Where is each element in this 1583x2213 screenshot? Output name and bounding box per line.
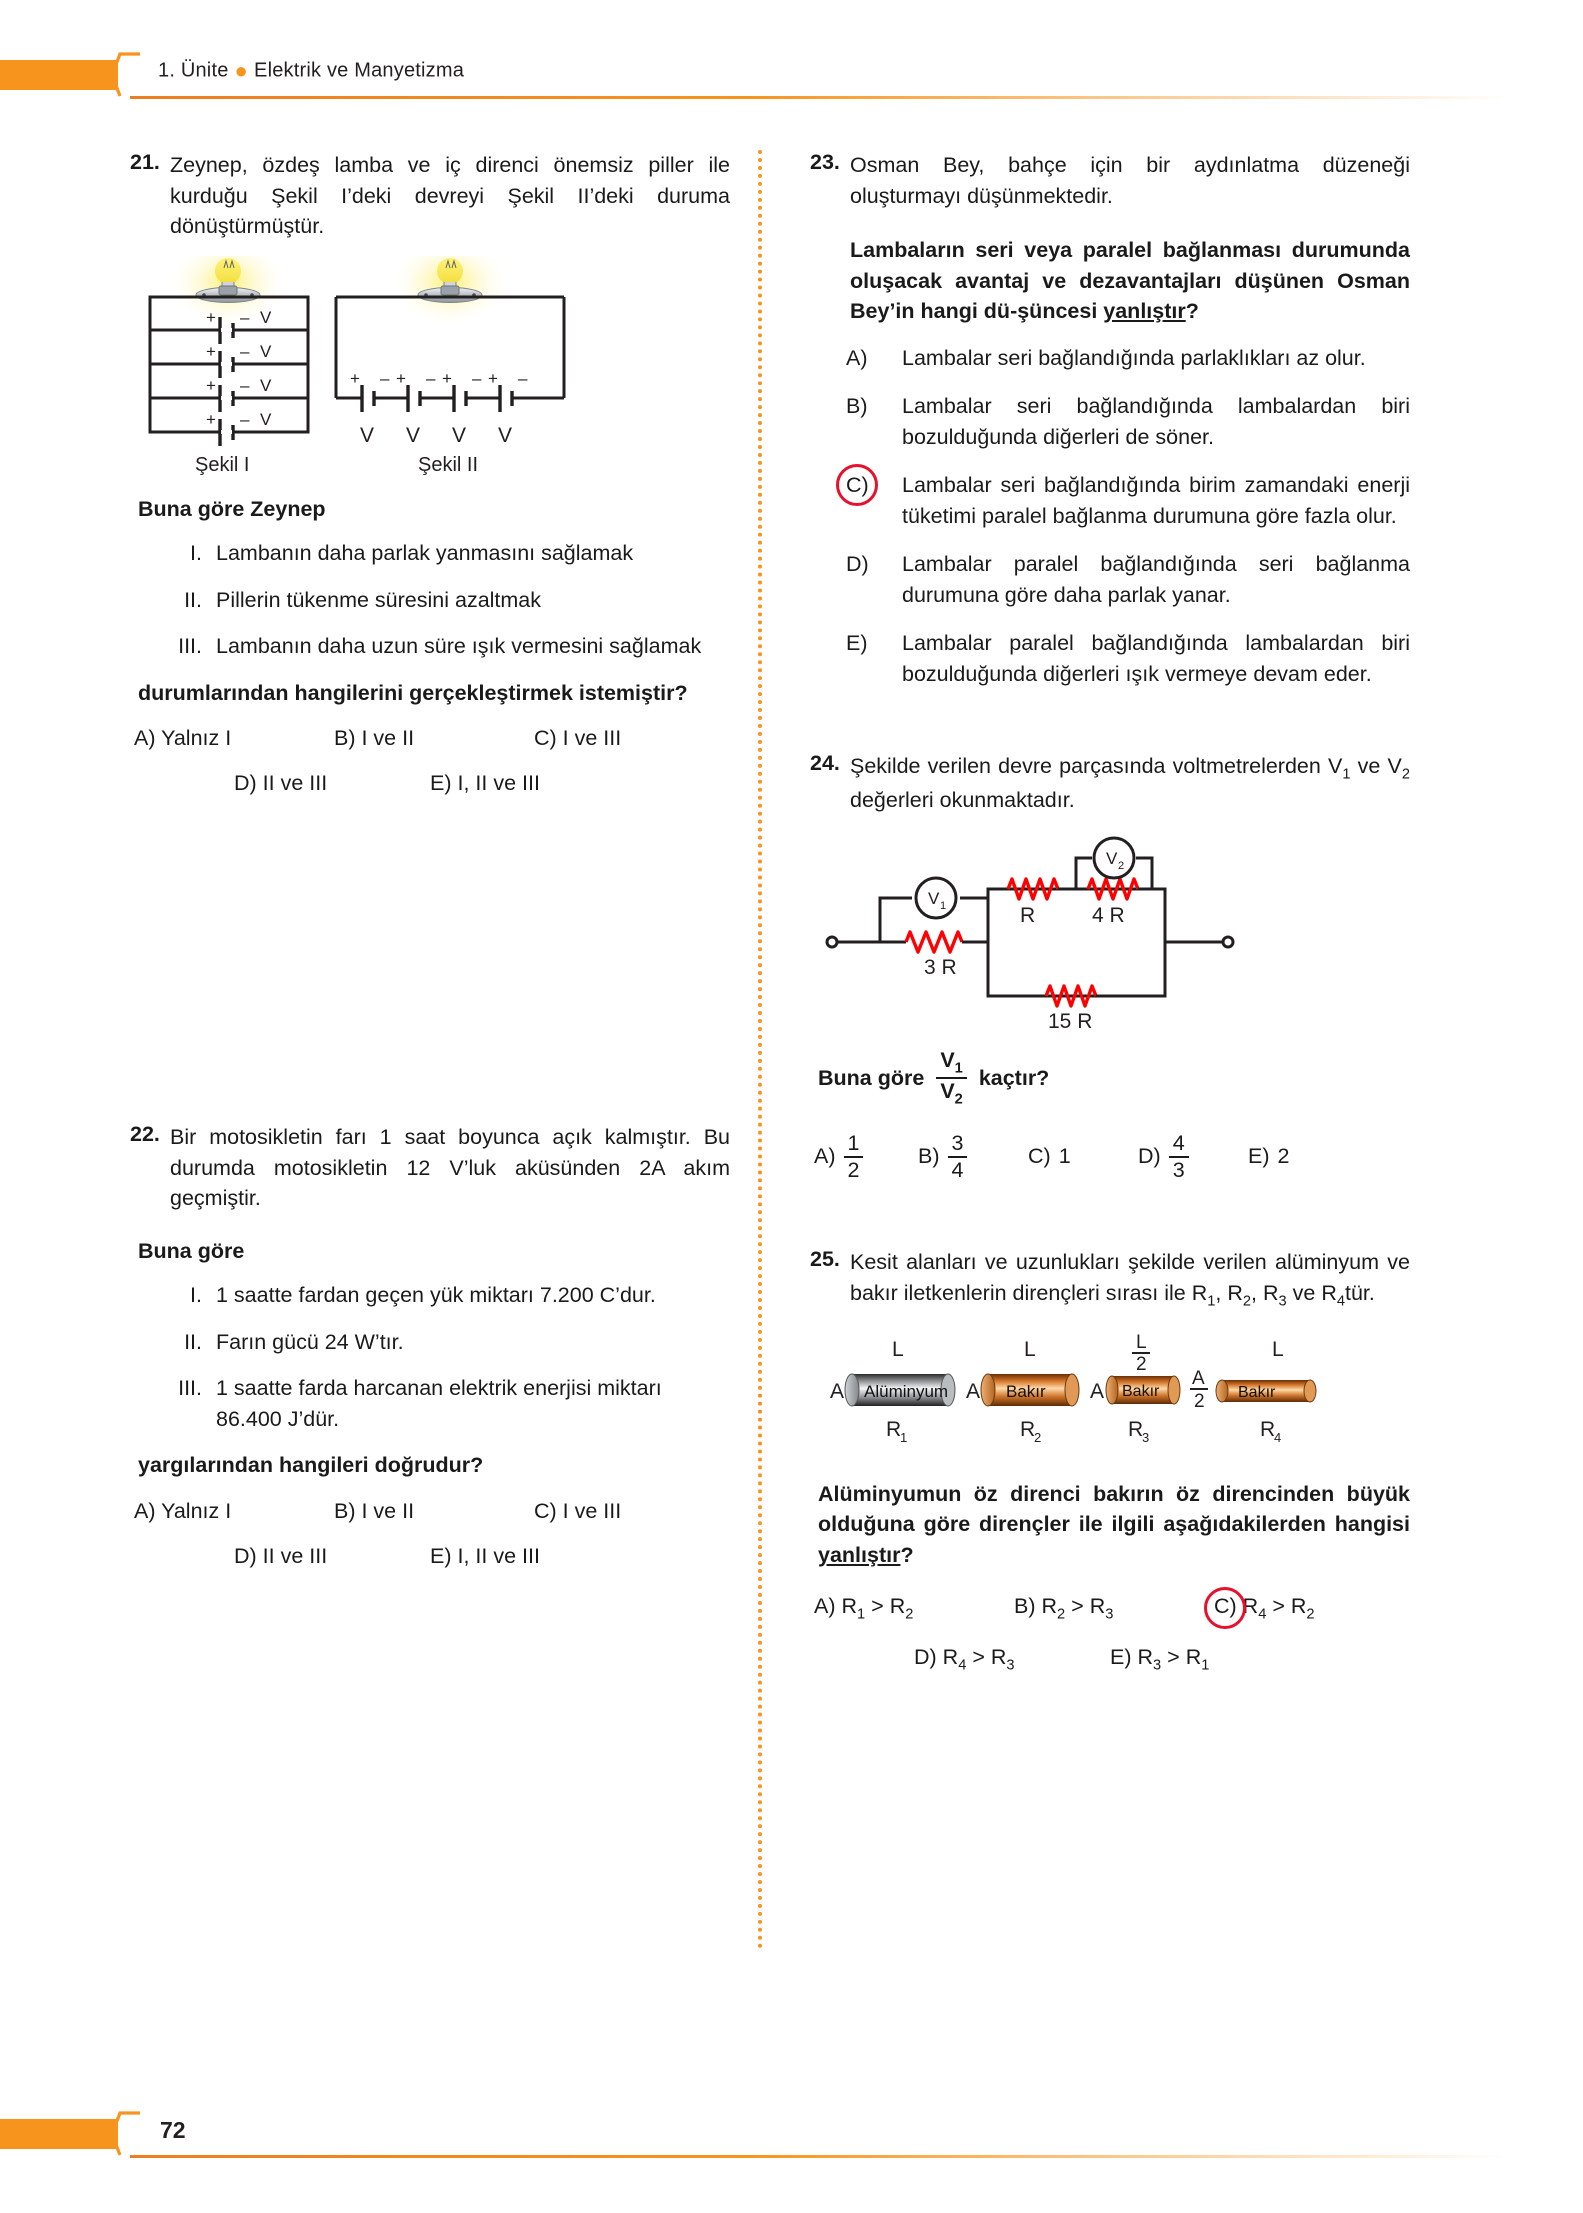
q24-option-e-value: 2 xyxy=(1277,1144,1290,1169)
q23-options xyxy=(846,343,1410,690)
q23-option-d-mark: D) xyxy=(846,552,869,577)
svg-text:–: – xyxy=(380,368,390,388)
header-unit: 1. Ünite xyxy=(158,59,229,82)
svg-text:V: V xyxy=(452,423,467,447)
svg-text:Bakır: Bakır xyxy=(1238,1383,1276,1401)
q22-options-row-1 xyxy=(134,1499,730,1524)
q24-lead-fraction xyxy=(936,1049,966,1108)
q24-circuit-svg xyxy=(820,834,1240,1034)
q24-option-c[interactable] xyxy=(1028,1144,1138,1169)
header-topic: Elektrik ve Manyetizma xyxy=(254,59,465,82)
svg-text:V: V xyxy=(406,423,421,447)
list-item xyxy=(170,538,730,569)
q23-option-a-text: Lambalar seri bağlandığında parlaklıkları az olur. xyxy=(902,345,1366,370)
svg-text:–: – xyxy=(426,368,436,388)
q21-lead: Buna göre Zeynep xyxy=(138,496,326,521)
svg-text:A: A xyxy=(830,1379,845,1403)
q21-item-mark: III. xyxy=(178,634,202,659)
q23-number: 23. xyxy=(810,150,840,174)
q25-options-row-2 xyxy=(914,1645,1410,1673)
q21-roman-list xyxy=(170,538,730,662)
q22-option-b[interactable]: B) I ve II xyxy=(334,1498,415,1523)
svg-text:A: A xyxy=(1192,1367,1205,1389)
svg-text:–: – xyxy=(518,368,528,388)
q24-frac-den: $V_2$ xyxy=(940,1079,963,1108)
q22-option-e[interactable]: E) I, II ve III xyxy=(430,1543,540,1568)
q24-stem-sub1: 1 xyxy=(1342,766,1351,783)
svg-text:+: + xyxy=(206,409,216,429)
svg-text:2: 2 xyxy=(1194,1390,1205,1412)
q24-lead-p2: kaçtır? xyxy=(978,1066,1050,1091)
svg-text:L: L xyxy=(1136,1331,1147,1353)
q21-options-row-2 xyxy=(234,771,730,796)
svg-text:V: V xyxy=(260,307,272,327)
q24-option-c-value: 1 xyxy=(1058,1144,1071,1169)
q21-figure xyxy=(140,256,730,486)
header-bullet-icon: ● xyxy=(234,58,249,83)
q23-stem: Osman Bey, bahçe için bir aydınlatma düzeneği oluşturmayı düşünmektedir. xyxy=(850,153,1410,208)
svg-text:L: L xyxy=(892,1337,904,1361)
q21-circuit-svg xyxy=(140,256,610,481)
q24-label-15r: 15 R xyxy=(1048,1009,1093,1033)
q24-option-a[interactable] xyxy=(814,1132,918,1181)
svg-text:+: + xyxy=(488,368,498,388)
svg-text:+: + xyxy=(206,375,216,395)
list-item xyxy=(170,1280,730,1311)
svg-text:V: V xyxy=(260,375,272,395)
q22-tail: yargılarından hangileri doğrudur? xyxy=(138,1453,484,1478)
svg-text:V: V xyxy=(498,423,513,447)
q24-option-a-mark: A) xyxy=(814,1144,836,1169)
svg-text:1: 1 xyxy=(940,899,947,912)
q22-number: 22. xyxy=(130,1122,160,1147)
svg-text:L: L xyxy=(1272,1337,1284,1361)
q24-option-e[interactable] xyxy=(1248,1144,1289,1169)
svg-text:R: R xyxy=(886,1417,902,1441)
footer-orange-bar xyxy=(0,2119,118,2149)
svg-text:+: + xyxy=(206,307,216,327)
svg-text:V: V xyxy=(260,409,272,429)
q24-label-r: R xyxy=(1020,903,1036,927)
header-rule xyxy=(130,96,1510,99)
q24-stem-p1: Şekilde verilen devre parçasında voltmetrelerden V xyxy=(850,754,1343,779)
q25-option-a-mark: A) xyxy=(814,1594,836,1619)
q25-figure xyxy=(824,1332,1410,1457)
list-item xyxy=(170,585,730,616)
left-column xyxy=(130,150,730,1569)
q25-option-e-mark: E) xyxy=(1110,1644,1132,1669)
svg-text:–: – xyxy=(240,307,250,327)
q21-sekil1-label: Şekil I xyxy=(195,453,250,476)
q22-item-mark: III. xyxy=(178,1376,202,1401)
q22-roman-list xyxy=(170,1280,730,1434)
q22-item-text: Farın gücü 24 W’tır. xyxy=(216,1329,404,1354)
q25-option-c[interactable]: C) $R_4 > R_2$ xyxy=(1214,1594,1315,1622)
q22-item-text: 1 saatte farda harcanan elektrik enerjisi miktarı 86.400 J’dür. xyxy=(216,1376,662,1431)
q21-option-b[interactable]: B) I ve II xyxy=(334,726,415,751)
svg-text:Alüminyum: Alüminyum xyxy=(864,1381,949,1401)
q22-options-row-2 xyxy=(234,1544,730,1569)
page-footer xyxy=(0,2111,1583,2157)
svg-text:+: + xyxy=(396,368,406,388)
q24-option-d[interactable] xyxy=(1138,1132,1248,1181)
svg-text:1: 1 xyxy=(900,1429,908,1445)
svg-text:+: + xyxy=(350,368,360,388)
svg-text:V: V xyxy=(260,341,272,361)
q21-options-row-1 xyxy=(134,726,730,751)
q25-stem: Kesit alanları ve uzunlukları şekilde verilen alüminyum ve bakır iletkenlerin dirençleri sırası ile $R_1$, $R_2$, $R_3$ ve $R_4tür$. xyxy=(850,1250,1410,1310)
q21-stem: Zeynep, özdeş lamba ve iç direnci önemsiz piller ile kurduğu Şekil I’deki devreyi Şekil II’deki duruma dönüştürmüştür. xyxy=(170,153,730,239)
question-23 xyxy=(810,150,1410,689)
q23-option-a-mark: A) xyxy=(846,345,868,370)
q22-stem: Bir motosikletin farı 1 saat boyunca açık kalmıştır. Bu durumda motosikletin 12 V’luk aküsünden 2A akım geçmiştir. xyxy=(170,1125,730,1211)
q25-option-d[interactable]: D) $R_4 > R_3$ xyxy=(914,1644,1015,1673)
svg-text:Bakır: Bakır xyxy=(1006,1381,1046,1401)
svg-text:R: R xyxy=(1020,1417,1036,1441)
q24-option-a-fraction: $\frac{1}{2}$ xyxy=(844,1132,864,1181)
q24-number: 24. xyxy=(810,751,840,776)
list-item xyxy=(170,1327,730,1358)
svg-text:3: 3 xyxy=(1142,1429,1150,1445)
q22-item-mark: II. xyxy=(184,1329,202,1354)
footer-rule xyxy=(130,2155,1510,2158)
svg-text:L: L xyxy=(1024,1337,1036,1361)
q21-option-a[interactable]: A) Yalnız I xyxy=(134,726,232,751)
q24-frac-num: $V_1$ xyxy=(936,1049,966,1080)
q23-lead-part1: Lambaların seri veya paralel bağlanması durumunda oluşacak avantaj ve dezavantajları düşünen Osman Bey’in hangi dü-şüncesi xyxy=(850,238,1410,324)
page-number: 72 xyxy=(160,2117,186,2143)
q23-lead-underlined: yanlıştır xyxy=(1103,299,1186,324)
q23-option-e-text: Lambalar paralel bağlandığında lambalardan biri bozulduğunda diğerleri ışık vermeye devam eder. xyxy=(902,631,1410,686)
list-item xyxy=(170,1373,730,1434)
q25-number: 25. xyxy=(810,1247,840,1272)
q23-option-c-mark: C) xyxy=(846,473,869,498)
q24-option-b-mark: B) xyxy=(918,1144,940,1169)
q25-option-d-mark: D) xyxy=(914,1644,937,1669)
q23-option-e[interactable] xyxy=(846,628,1410,689)
q25-lead xyxy=(818,1479,1410,1571)
svg-text:+: + xyxy=(442,368,452,388)
q24-stem-p2: ve V xyxy=(1350,754,1402,779)
q21-item-text: Lambanın daha parlak yanmasını sağlamak xyxy=(216,541,634,566)
q25-lead-p2: ? xyxy=(900,1542,914,1567)
q22-option-a[interactable]: A) Yalnız I xyxy=(134,1498,232,1523)
q24-label-4r: 4 R xyxy=(1092,903,1125,927)
svg-text:–: – xyxy=(240,341,250,361)
q24-option-e-mark: E) xyxy=(1248,1144,1270,1169)
q22-option-c[interactable]: C) I ve III xyxy=(534,1498,622,1523)
q24-option-b-fraction: $\frac{3}{4}$ xyxy=(948,1132,968,1181)
header-title xyxy=(158,58,464,84)
svg-text:V: V xyxy=(928,888,940,908)
q21-option-e[interactable]: E) I, II ve III xyxy=(430,771,540,796)
q24-option-d-fraction: $\frac{4}{3}$ xyxy=(1169,1132,1189,1181)
q25-option-a[interactable]: A) $R_1 > R_2$ xyxy=(814,1594,914,1623)
q21-item-text: Pillerin tükenme süresini azaltmak xyxy=(216,587,542,612)
question-22 xyxy=(130,1122,730,1569)
q25-stem-p1: Kesit alanları ve uzunlukları şekilde verilen alüminyum ve bakır iletkenlerin dirençleri sırası ile R xyxy=(850,1250,1410,1305)
q24-option-c-mark: C) xyxy=(1028,1144,1051,1169)
svg-text:Bakır: Bakır xyxy=(1122,1382,1160,1400)
q21-number: 21. xyxy=(130,150,160,174)
header-orange-bar xyxy=(0,60,118,90)
q23-option-b[interactable] xyxy=(846,391,1410,452)
q25-option-b[interactable]: B) $R_2 > R_3$ xyxy=(1014,1594,1114,1623)
q23-option-d-text: Lambalar paralel bağlandığında seri bağlanma durumuna göre daha parlak yanar. xyxy=(902,552,1410,607)
svg-text:V: V xyxy=(360,423,375,447)
page-header xyxy=(0,52,1583,98)
svg-text:–: – xyxy=(472,368,482,388)
svg-text:2: 2 xyxy=(1118,859,1125,872)
q23-option-c-text: Lambalar seri bağlandığında birim zamandaki enerji tüketimi paralel bağlanma durumuna göre fazla olur. xyxy=(902,473,1410,528)
q25-options-row-1 xyxy=(814,1594,1410,1622)
list-item xyxy=(170,631,730,662)
q21-item-mark: II. xyxy=(184,587,202,612)
svg-text:2: 2 xyxy=(1034,1429,1042,1445)
right-column xyxy=(810,150,1410,1673)
q22-option-d[interactable]: D) II ve III xyxy=(234,1543,328,1568)
q21-item-mark: I. xyxy=(190,541,202,566)
q24-stem-sub2: 2 xyxy=(1401,766,1410,783)
q21-tail: durumlarından hangilerini gerçekleştirmek istemiştir? xyxy=(138,680,688,705)
question-25 xyxy=(810,1247,1410,1673)
svg-text:–: – xyxy=(240,409,250,429)
q23-option-e-mark: E) xyxy=(846,631,868,656)
svg-text:2: 2 xyxy=(1136,1353,1147,1375)
svg-text:+: + xyxy=(206,341,216,361)
svg-text:V: V xyxy=(1106,848,1118,868)
footer-chevron-icon xyxy=(110,2111,144,2157)
q23-option-a[interactable] xyxy=(846,343,1410,374)
q22-lead: Buna göre xyxy=(138,1238,245,1263)
q23-lead-part2: ? xyxy=(1185,299,1199,324)
q21-option-d[interactable]: D) II ve III xyxy=(234,771,328,796)
q23-option-c[interactable] xyxy=(846,470,1410,531)
q25-option-c-mark: C) xyxy=(1214,1594,1237,1619)
q24-lead-p1: Buna göre xyxy=(818,1066,925,1091)
q25-option-e[interactable]: E) $R_3 > R_1$ xyxy=(1110,1644,1210,1673)
svg-text:A: A xyxy=(1090,1379,1105,1403)
q25-rods-svg xyxy=(824,1332,1384,1452)
svg-text:R: R xyxy=(1260,1417,1276,1441)
q24-options-row xyxy=(814,1132,1410,1181)
q24-label-3r: 3 R xyxy=(924,955,957,979)
q23-option-d[interactable] xyxy=(846,549,1410,610)
q23-option-b-text: Lambalar seri bağlandığında lambalardan biri bozulduğunda diğerleri de söner. xyxy=(902,394,1410,449)
q21-item-text: Lambanın daha uzun süre ışık vermesini sağlamak xyxy=(216,634,702,659)
svg-text:R: R xyxy=(1128,1417,1144,1441)
q23-option-b-mark: B) xyxy=(846,394,868,419)
q21-option-c[interactable]: C) I ve III xyxy=(534,726,622,751)
q24-option-d-mark: D) xyxy=(1138,1144,1161,1169)
column-divider xyxy=(758,150,762,1950)
svg-text:A: A xyxy=(966,1379,981,1403)
svg-text:–: – xyxy=(240,375,250,395)
question-21 xyxy=(130,150,730,796)
q25-option-b-mark: B) xyxy=(1014,1594,1036,1619)
q22-item-mark: I. xyxy=(190,1283,202,1308)
question-24 xyxy=(810,751,1410,1181)
svg-text:4: 4 xyxy=(1274,1429,1282,1445)
q24-stem-p3: değerleri okunmaktadır. xyxy=(850,788,1075,813)
q22-item-text: 1 saatte fardan geçen yük miktarı 7.200 C’dur. xyxy=(216,1283,656,1308)
header-chevron-icon xyxy=(110,52,144,98)
q25-lead-p1: Alüminyumun öz direnci bakırın öz direncinden büyük olduğuna göre dirençler ile ilgili aşağıdakilerden hangisi xyxy=(818,1481,1410,1537)
q23-lead xyxy=(850,235,1410,327)
q21-sekil2-label: Şekil II xyxy=(418,453,479,476)
q24-lead xyxy=(818,1049,1410,1108)
q25-lead-underlined: yanlıştır xyxy=(818,1542,901,1567)
q24-stem xyxy=(850,751,1410,816)
q24-option-b[interactable] xyxy=(918,1132,1028,1181)
q24-figure xyxy=(820,834,1410,1039)
